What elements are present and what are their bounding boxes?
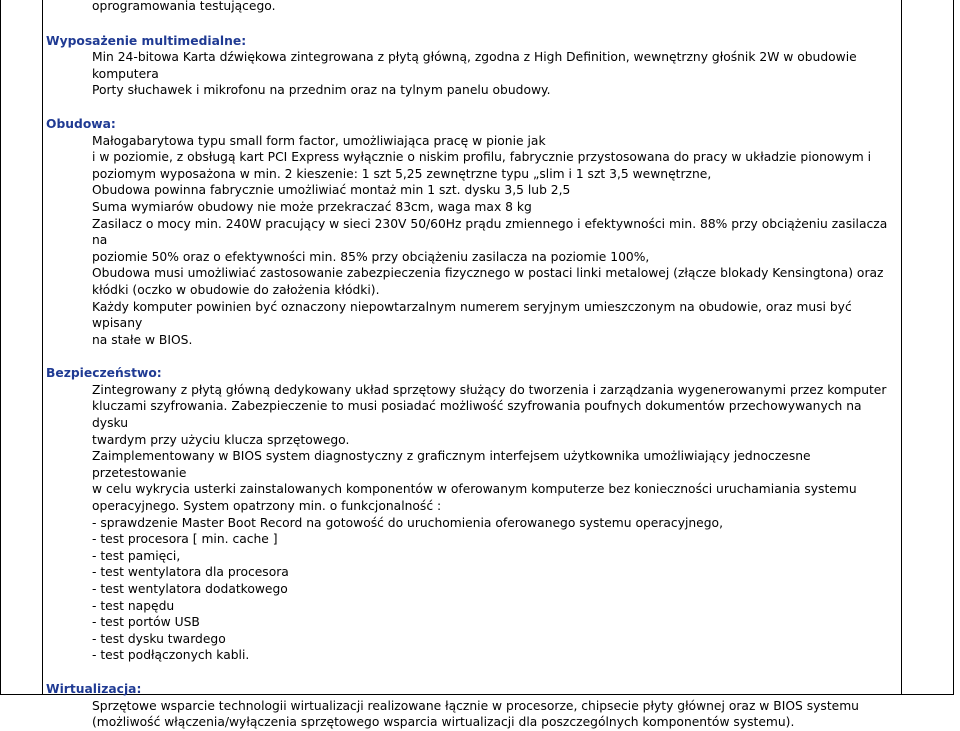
case-line: Suma wymiarów obudowy nie może przekraczać 83cm, waga max 8 kg [92,199,532,214]
security-list-item: - test dysku twardego [92,631,226,646]
virtualization-line: Sprzętowe wsparcie technologii wirtualizacji realizowane łącznie w procesorze, chipsecie płyty głównej oraz w BIOS systemu [92,698,859,713]
case-heading: Obudowa: [46,116,116,131]
security-line: Zaimplementowany w BIOS system diagnostyczny z graficznym interfejsem użytkownika umożliwiający jednoczesne przetestowanie [92,449,811,480]
case-line: poziomym wyposażona w min. 2 kieszenie: 1 szt 5,25 zewnętrzne typu „slim i 1 szt 3,5 wewnętrzne, [92,166,712,181]
security-list-item: - test wentylatora dodatkowego [92,582,288,596]
table-border-right [953,0,954,695]
security-list-item: - test podłączonych kabli. [92,648,250,663]
security-line: Zintegrowany z płytą główną dedykowany układ sprzętowy służący do tworzenia i zarządzania wygenerowanymi przez komputer [92,382,887,397]
security-list-item: - test procesora [ min. cache ] [92,532,278,547]
table-border-left [0,0,1,695]
multimedia-line: Min 24-bitowa Karta dźwiękowa zintegrowana z płytą główną, zgodna z High Definition, wewnętrzny głośnik 2W w obudowie [92,50,857,65]
security-line: w celu wykrycia usterki zainstalowanych komponentów w oferowanym komputerze bez konieczności uruchamiania systemu [92,482,857,497]
case-line: Każdy komputer powinien być oznaczony niepowtarzalnym numerem seryjnym umieszczonym na obudowie, oraz musi być wpisany [92,299,852,331]
multimedia-line: komputera [92,66,159,81]
case-line: Zasilacz o mocy min. 240W pracujący w sieci 230V 50/60Hz prądu zmiennego i efektywności min. 88% przy obciążeniu zasilacza na [92,216,888,248]
security-list-item: - test wentylatora dla procesora [92,565,289,580]
security-line: - sprawdzenie Master Boot Record na gotowość do uruchomienia oferowanego systemu operacyjnego, [92,515,723,530]
security-list-item: - test portów USB [92,615,200,630]
virtualization-heading: Wirtualizacja: [46,681,142,696]
security-line: operacyjnego. System opatrzony min. o funkcjonalność : [92,499,442,514]
table-column-divider-right [901,0,902,695]
case-line: Obudowa musi umożliwiać zastosowanie zabezpieczenia fizycznego w postaci linki metalowej (złącze blokady Kensingtona) oraz [92,266,884,281]
table-column-divider [42,0,43,695]
virtualization-line: (możliwość włączenia/wyłączenia sprzętowego wsparcia wirtualizacji dla poszczególnych komponentów systemu). [92,715,795,730]
security-line: kluczami szyfrowania. Zabezpieczenie to musi posiadać możliwość szyfrowania poufnych dokumentów przechowywanych na dysku [92,399,862,431]
case-line: i w poziomie, z obsługą kart PCI Express wyłącznie o niskim profilu, fabrycznie przystosowana do pracy w układzie pionowym i [92,150,872,165]
security-list-item: - test pamięci, [92,548,181,563]
security-line: twardym przy użyciu klucza sprzętowego. [92,432,350,447]
case-line: Małogabarytowa typu small form factor, umożliwiająca pracę w pionie jak [92,133,546,148]
specification-cell [46,0,898,731]
multimedia-line: Porty słuchawek i mikrofonu na przednim oraz na tylnym panelu obudowy. [92,83,551,98]
security-heading: Bezpieczeństwo: [46,366,162,381]
security-list-item: - test napędu [92,598,175,613]
case-line: poziomie 50% oraz o efektywności min. 85% przy obciążeniu zasilacza na poziomie 100%, [92,249,650,264]
case-line: kłódki (oczko w obudowie do założenia kłódki). [92,282,380,297]
continuation-text: oprogramowania testującego. [92,0,276,13]
multimedia-heading: Wyposażenie multimedialne: [46,33,247,48]
case-line: na stałe w BIOS. [92,332,193,347]
case-line: Obudowa powinna fabrycznie umożliwiać montaż min 1 szt. dysku 3,5 lub 2,5 [92,183,571,198]
